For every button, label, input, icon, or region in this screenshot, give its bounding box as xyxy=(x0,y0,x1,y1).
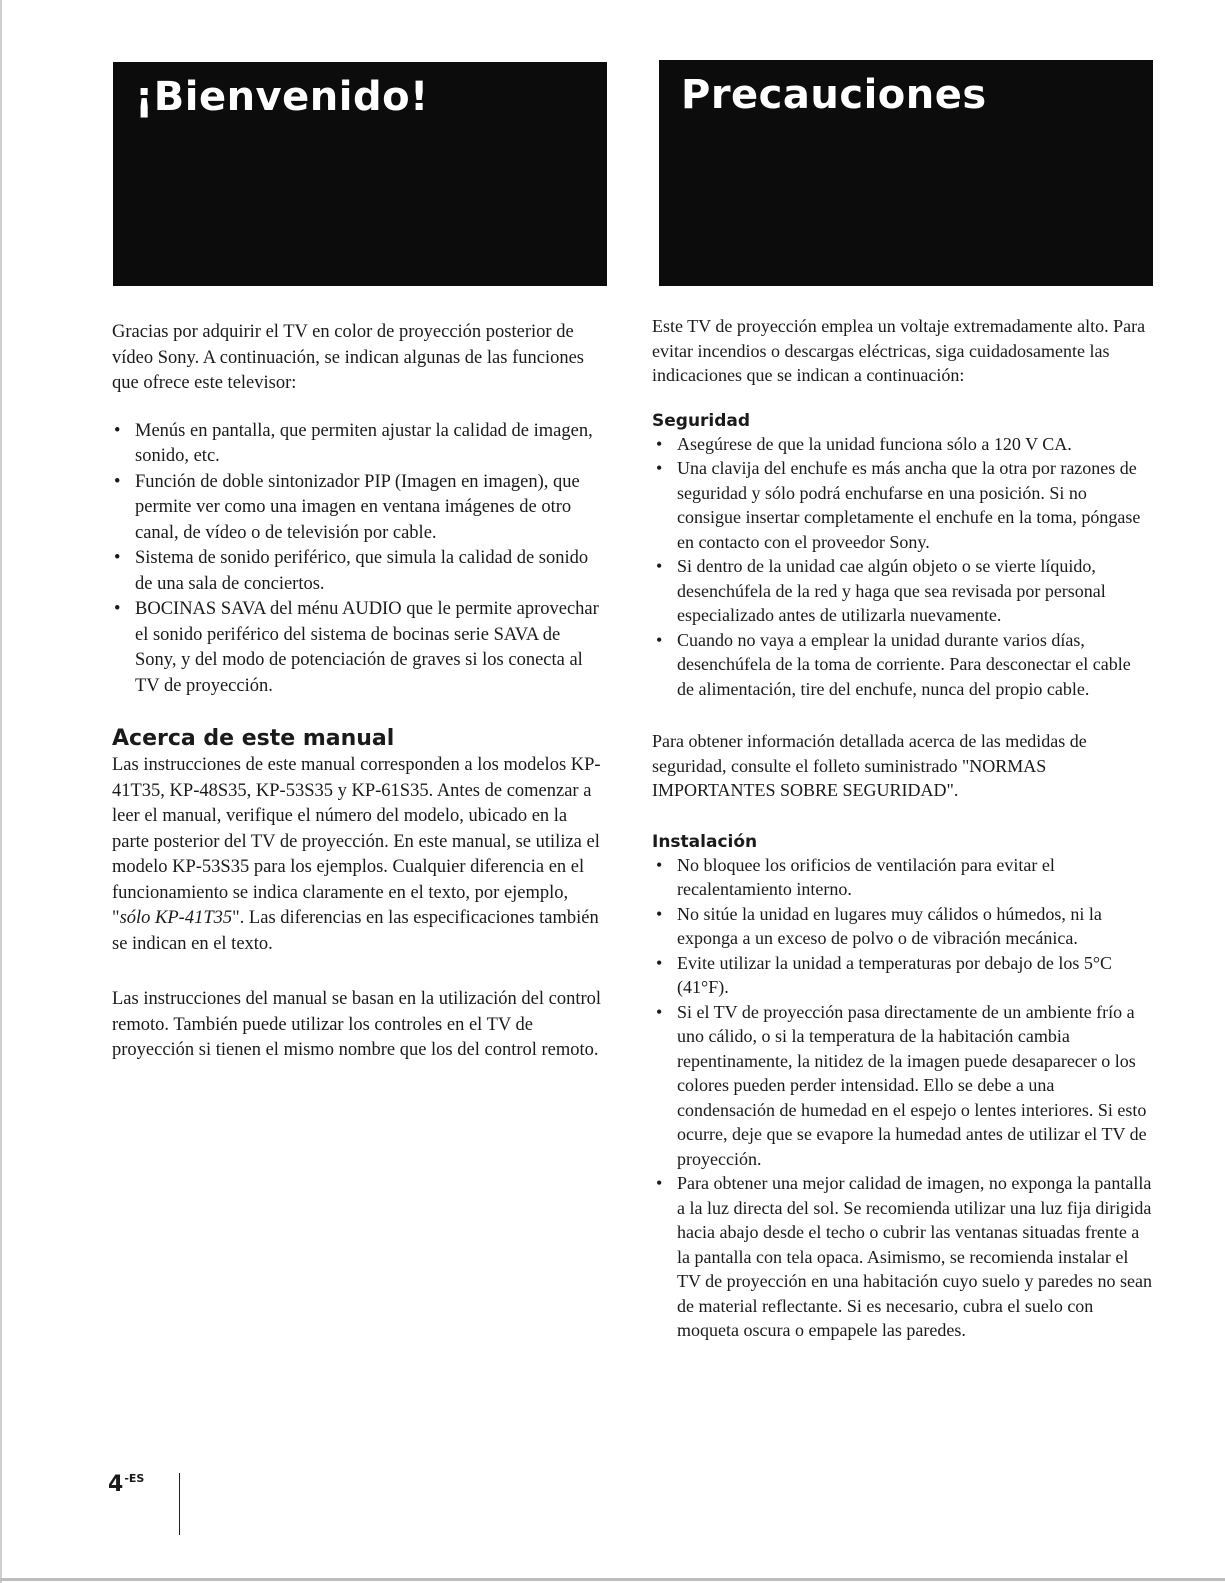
welcome-intro: Gracias por adquirir el TV en color de proyección posterior de vídeo Sony. A continuación, se indican algunas de las funciones que ofrece este televisor: xyxy=(112,322,584,393)
precautions-intro: Este TV de proyección emplea un voltaje extremadamente alto. Para evitar incendios o descargas eléctricas, siga cuidadosamente las indicaciones que se indican a continuación: xyxy=(652,316,1146,385)
list-item: • BOCINAS SAVA del ménu AUDIO que le permite aprovechar el sonido periférico del sistema de bocinas serie SAVA de Sony, y del modo de potenciación de graves si los conecta al TV de proyección. xyxy=(112,597,602,699)
list-item: • Una clavija del enchufe es más ancha que la otra por razones de seguridad y sólo podrá enchufarse en una posición. Si no consigue insertar completamente el enchufe en la toma, póngase en contacto con el proveedor Sony. xyxy=(652,456,1152,554)
welcome-title: ¡Bienvenido! xyxy=(135,74,429,120)
precautions-column xyxy=(652,314,1152,1343)
list-item: • No sitúe la unidad en lugares muy cálidos o húmedos, ni la exponga a un exceso de polvo o de vibración mecánica. xyxy=(652,902,1152,951)
list-item: • Si el TV de proyección pasa directamente de un ambiente frío a uno cálido, o si la temperatura de la habitación cambia repentinamente, la nitidez de la imagen puede desaparecer o los colores pueden perder intensidad. Ello se debe a una condensación de humedad en el espejo o lentes interiores. Si esto ocurre, deje que se evapore la humedad antes de utilizar el TV de proyección. xyxy=(652,1000,1152,1172)
list-item: • Función de doble sintonizador PIP (Imagen en imagen), que permite ver como una imagen en ventana imágenes de otro canal, de vídeo o de televisión por cable. xyxy=(112,470,602,547)
list-item: • Para obtener una mejor calidad de imagen, no exponga la pantalla a la luz directa del sol. Se recomienda utilizar una luz fija dirigida hacia abajo desde el techo o cubrir las ventanas situadas frente a la pantalla con tela opaca. Asimismo, se recomienda instalar el TV de proyección en una habitación cuyo suelo y paredes no sean de material reflectante. Si es necesario, cubra el suelo con moqueta oscura o empapele las paredes. xyxy=(652,1171,1152,1343)
manual-paragraph-2: Las instrucciones del manual se basan en la utilización del control remoto. También puede utilizar los controles en el TV de proyección si tienen el mismo nombre que los del control remoto. xyxy=(112,989,602,1060)
page-number: $4^{-ES}$ xyxy=(108,1472,145,1497)
list-item: • Menús en pantalla, que permiten ajustar la calidad de imagen, sonido, etc. xyxy=(112,419,602,470)
safety-heading: Seguridad xyxy=(652,410,751,431)
page-divider xyxy=(179,1473,180,1535)
scan-edge-left xyxy=(0,0,2,1583)
list-item: • Cuando no vaya a emplear la unidad durante varios días, desenchúfela de la toma de corriente. Para desconectar el cable de alimentación, tire del enchufe, nunca del propio cable. xyxy=(652,628,1152,702)
precautions-title: Precauciones xyxy=(681,72,987,118)
list-item: • No bloquee los orificios de ventilación para evitar el recalentamiento interno. xyxy=(652,853,1152,902)
list-item: • Sistema de sonido periférico, que simula la calidad de sonido de una sala de conciertos. xyxy=(112,546,602,597)
model-example: sólo KP-41T35 xyxy=(119,908,233,928)
safety-list xyxy=(652,432,1152,702)
installation-heading: Instalación xyxy=(652,831,758,852)
manual-heading: Acerca de este manual xyxy=(112,726,395,751)
safety-note: Para obtener información detallada acerca de las medidas de seguridad, consulte el folleto suministrado "NORMAS IMPORTANTES SOBRE SEGURIDAD". xyxy=(652,731,1087,800)
manual-paragraph-1: Las instrucciones de este manual corresponden a los modelos KP-41T35, KP-48S35, KP-53S35 y KP-61S35. Antes de comenzar a leer el manual, verifique el número del modelo, ubicado en la parte posterior del TV de proyección. En este manual, se utiliza el modelo KP-53S35 para los ejemplos. Cualquier diferencia en el funcionamiento se indica claramente en el texto, por ejemplo, "sólo KP-41T35". Las diferencias en las especificaciones también se indican en el texto. xyxy=(112,755,601,954)
page-suffix: -ES xyxy=(124,1472,145,1485)
precautions-banner xyxy=(659,60,1153,286)
installation-list xyxy=(652,853,1152,1343)
welcome-column xyxy=(112,320,602,1064)
welcome-banner xyxy=(113,62,607,286)
list-item: • Si dentro de la unidad cae algún objeto o se vierte líquido, desenchúfela de la red y haga que sea revisada por personal especializado antes de utilizarla nuevamente. xyxy=(652,554,1152,628)
list-item: • Asegúrese de que la unidad funciona sólo a 120 V CA. xyxy=(652,432,1152,457)
scan-edge-bottom xyxy=(0,1578,1225,1581)
list-item: • Evite utilizar la unidad a temperaturas por debajo de los 5°C (41°F). xyxy=(652,951,1152,1000)
feature-list xyxy=(112,419,602,700)
